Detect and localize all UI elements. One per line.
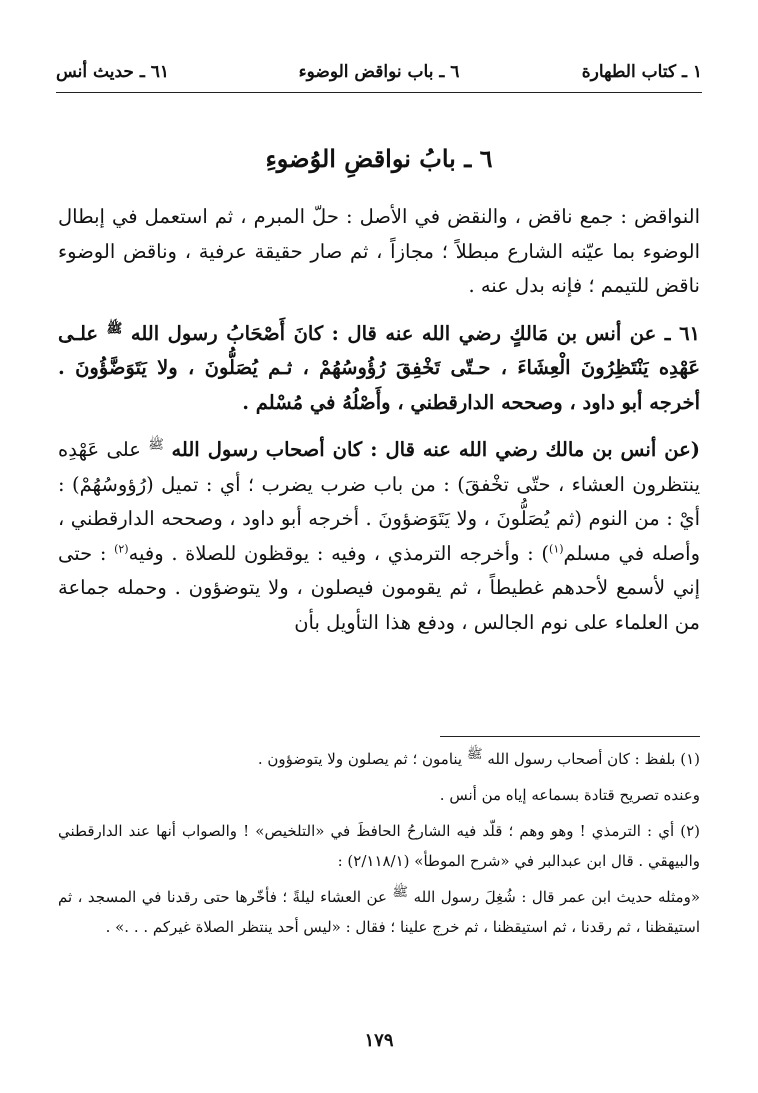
footnote-1 [58,744,700,774]
chapter-title: ٦ ـ بابُ نواقضِ الوُضوءِ [265,144,493,173]
hadith-text-part1: ٦١ ـ عن أنس بن مَالكٍ رضي الله عنه قال : كانَ أَصْحَابُ رسول الله [130,321,701,345]
commentary-text-part3: ) : وأخرجه الترمذي ، وفيه : يوقظون للصلاة . وفيه [128,541,550,565]
header-divider [56,92,702,93]
footnote-1-continuation: وعنده تصريح قتادة بسماعه إياه من أنس . [439,786,700,804]
page-number: ١٧٩ [364,1030,394,1051]
footnote-ref-2[interactable]: (٢) [114,542,129,555]
header-book-title: ١ ـ كتاب الطهارة [581,62,702,82]
commentary-text-part4: : حتى إني لأسمع لأحدهم غطيطاً ، ثم يقومون فيصلون ، ولا يتوضؤون . وحمله جماعة من العلماء على نوم الجالس ، ودفع هذا التأويل بأن [58,541,700,634]
header-chapter-title: ٦ ـ باب نواقض الوضوء [298,62,460,82]
footnotes [58,744,700,942]
hadith-paragraph [58,317,700,421]
commentary-paragraph [58,433,700,640]
footnote-2-quote-a: «ومثله حديث ابن عمر قال : شُغِلَ رسول الله [413,888,700,906]
footnote-1-text-a: (١) بلفظ : كان أصحاب رسول الله [487,750,700,768]
footnote-ref-1[interactable]: (١) [549,542,564,555]
footnote-2: (٢) أي : الترمذي ! وهو وهم ؛ قلّد فيه الشارحُ الحافظَ في «التلخيص» ! والصواب أنها عند الدارقطني والبيهقي . قال ابن عبدالبر في «شرح الموطأ» (٢/١١٨/١) : [58,822,700,870]
commentary-text-part2: على عَهْدِه ينتظرون العشاء ، حتّى تخْفقَ) : من باب ضرب يضرب ؛ أي : تميل (رُؤوسُهُمْ) : أيْ : من النوم (ثم يُصَلُّونَ ، ولا يَتَوَضؤونَ . أخرجه أبو داود ، وصححه الدارقطني ، وأصله في مسلم [58,438,700,565]
header-hadith-title: ٦١ ـ حديث أنس [56,62,169,82]
hadith-text-part2: علـى عَهْدِه يَنْتَظِرُونَ الْعِشَاءَ ، حـتّى تَخْفِقَ رُؤُوسُهُمْ ، ثـم يُصَلُّونَ ، ولا يَتَوَضَّؤُونَ . أخرجه أبو داود ، وصححه الدارقطني ، وأَصْلُهُ في مُسْلم . [58,321,700,414]
footnote-1-text-b: ينامون ؛ ثم يصلون ولا يتوضؤون . [257,750,463,768]
footnote-2-quote [58,882,700,942]
running-header [56,58,702,88]
footnote-2-quote-b: عن العشاء ليلةً ؛ فأخّرها حتى رقدنا في المسجد ، ثم استيقظنا ، ثم رقدنا ، ثم استيقظنا ، ثم خرج علينا ؛ فقال : «ليس أحد ينتظر الصلاة غيركم . . .» . [58,888,700,936]
salla-glyph-icon: ﷺ [392,885,409,900]
commentary-text-part1: (عن أنس بن مالك رضي الله عنه قال : كان أصحاب رسول الله [171,438,700,461]
footnote-divider [440,736,700,737]
intro-paragraph: النواقض : جمع ناقض ، والنقض في الأصل : حلّ المبرم ، ثم استعمل في إبطال الوضوء بما عيّنه الشارع مبطلاً ؛ مجازاً ، ثم صار حقيقة عرفية ، وناقض الوضوء ناقض للتيمم ؛ فإنه بدل عنه . [58,205,700,297]
salla-glyph-icon: ﷺ [106,321,123,336]
salla-glyph-icon: ﷺ [466,747,483,762]
salla-glyph-icon: ﷺ [148,437,165,453]
main-text [58,200,700,640]
